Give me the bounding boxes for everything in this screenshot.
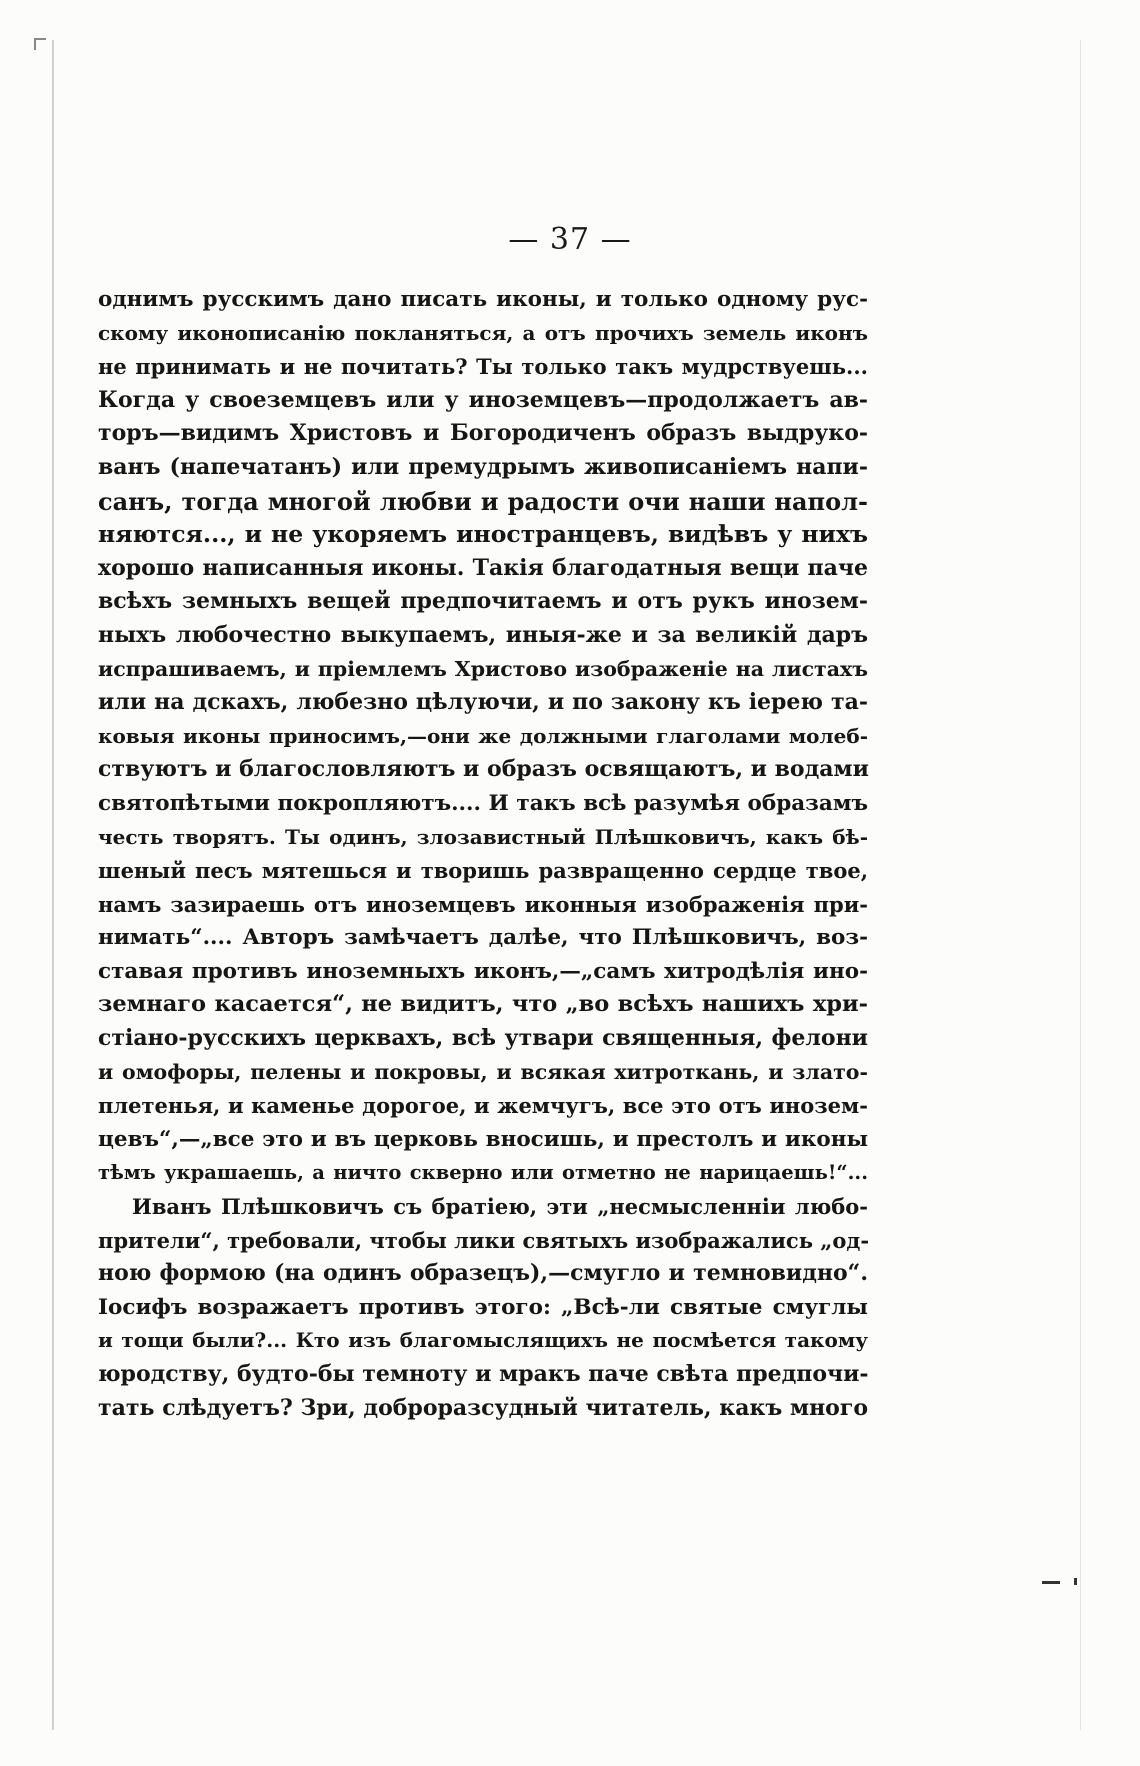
- text-line: ствуютъ и благословляютъ и образъ освящаютъ, и водами: [98, 756, 869, 783]
- text-line: и омофоры, пелены и покровы, и всякая хитроткань, и злато-: [98, 1059, 868, 1084]
- text-line: Иванъ Плѣшковичъ съ братіею, эти „несмысленніи любо-: [132, 1194, 868, 1220]
- text-line: ныхъ любочестно выкупаемъ, иныя-же и за великій даръ: [98, 621, 868, 648]
- text-line: или на дскахъ, любезно цѣлуючи, и по закону къ іерею та-: [98, 689, 868, 716]
- text-line: честь творятъ. Ты одинъ, злозавистный Плѣшковичъ, какъ бѣ-: [98, 824, 868, 849]
- scan-corner-mark: [34, 38, 46, 50]
- text-line: цевъ“,—„все это и въ церковь вносишь, и престолъ и иконы: [98, 1126, 868, 1152]
- paragraph-2: [98, 1190, 868, 1425]
- text-line: плетенья, и каменье дорогое, и жемчугъ, все это отъ инозем-: [98, 1093, 868, 1119]
- text-line: и тощи были?... Кто изъ благомыслящихъ не посмѣется такому: [98, 1328, 868, 1353]
- text-line: нимать“.... Авторъ замѣчаетъ далѣе, что Плѣшковичъ, воз-: [98, 925, 868, 951]
- text-line: ванъ (напечатанъ) или премудрымъ живописаніемъ напи-: [98, 453, 868, 480]
- text-line: святопѣтыми покропляютъ.... И такъ всѣ разумѣя образамъ: [98, 790, 868, 816]
- text-line: торъ—видимъ Христовъ и Богородиченъ образъ выдруко-: [98, 420, 868, 447]
- text-line: стіано-русскихъ церквахъ, всѣ утвари священныя, фелони: [98, 1025, 868, 1052]
- text-line: ковыя иконы приносимъ,—они же должными глаголами молеб-: [98, 723, 868, 748]
- text-line: Іосифъ возражаетъ противъ этого: „Всѣ-ли святые смуглы: [98, 1294, 868, 1320]
- text-line: тѣмъ украшаешь, а ничто скверно или отметно не нарицаешь!“...: [98, 1161, 868, 1185]
- scan-edge-right: [1080, 40, 1081, 1730]
- text-line: тать слѣдуетъ? Зри, доброразсудный читатель, какъ много: [98, 1394, 868, 1421]
- text-line: Когда у своеземцевъ или у иноземцевъ—продолжаетъ ав-: [98, 386, 868, 413]
- text-line: няются..., и не укоряемъ иностранцевъ, видѣвъ у нихъ: [98, 520, 868, 549]
- text-line: скому иконописанію покланяться, а отъ прочихъ земель иконъ: [98, 320, 868, 345]
- scan-smudge: [1042, 1581, 1060, 1584]
- text-line: ставая противъ иноземныхъ иконъ,—„самъ хитродѣлія ино-: [98, 958, 868, 984]
- text-line: ною формою (на одинъ образецъ),—смугло и темновидно“.: [98, 1260, 868, 1287]
- text-line: хорошо написанныя иконы. Такія благодатныя вещи паче: [98, 554, 868, 581]
- scan-smudge: [1074, 1578, 1077, 1585]
- text-line: земнаго касается“, не видитъ, что „во всѣхъ нашихъ хри-: [98, 991, 868, 1018]
- paragraph-1: [98, 283, 868, 1190]
- page-number: — 37 —: [508, 222, 632, 257]
- body-text: [98, 283, 868, 1425]
- text-line: юродству, будто-бы темноту и мракъ паче свѣта предпочи-: [98, 1361, 869, 1387]
- text-line: намъ зазираешь отъ иноземцевъ иконныя изображенія при-: [98, 891, 868, 917]
- text-line: однимъ русскимъ дано писать иконы, и только одному рус-: [98, 287, 868, 312]
- text-line: прители“, требовали, чтобы лики святыхъ изображались „од-: [98, 1227, 870, 1253]
- text-line: санъ, тогда многой любви и радости очи наши напол-: [98, 486, 868, 516]
- scan-edge-left: [52, 40, 54, 1730]
- text-line: всѣхъ земныхъ вещей предпочитаемъ и отъ рукъ инозем-: [98, 588, 868, 615]
- text-line: не принимать и не почитать? Ты только такъ мудрствуешь...: [98, 354, 868, 380]
- text-line: шеный песъ мятешься и творишь развращенно сердце твое,: [98, 858, 868, 884]
- text-line: испрашиваемъ, и пріемлемъ Христово изображеніе на листахъ: [98, 656, 868, 681]
